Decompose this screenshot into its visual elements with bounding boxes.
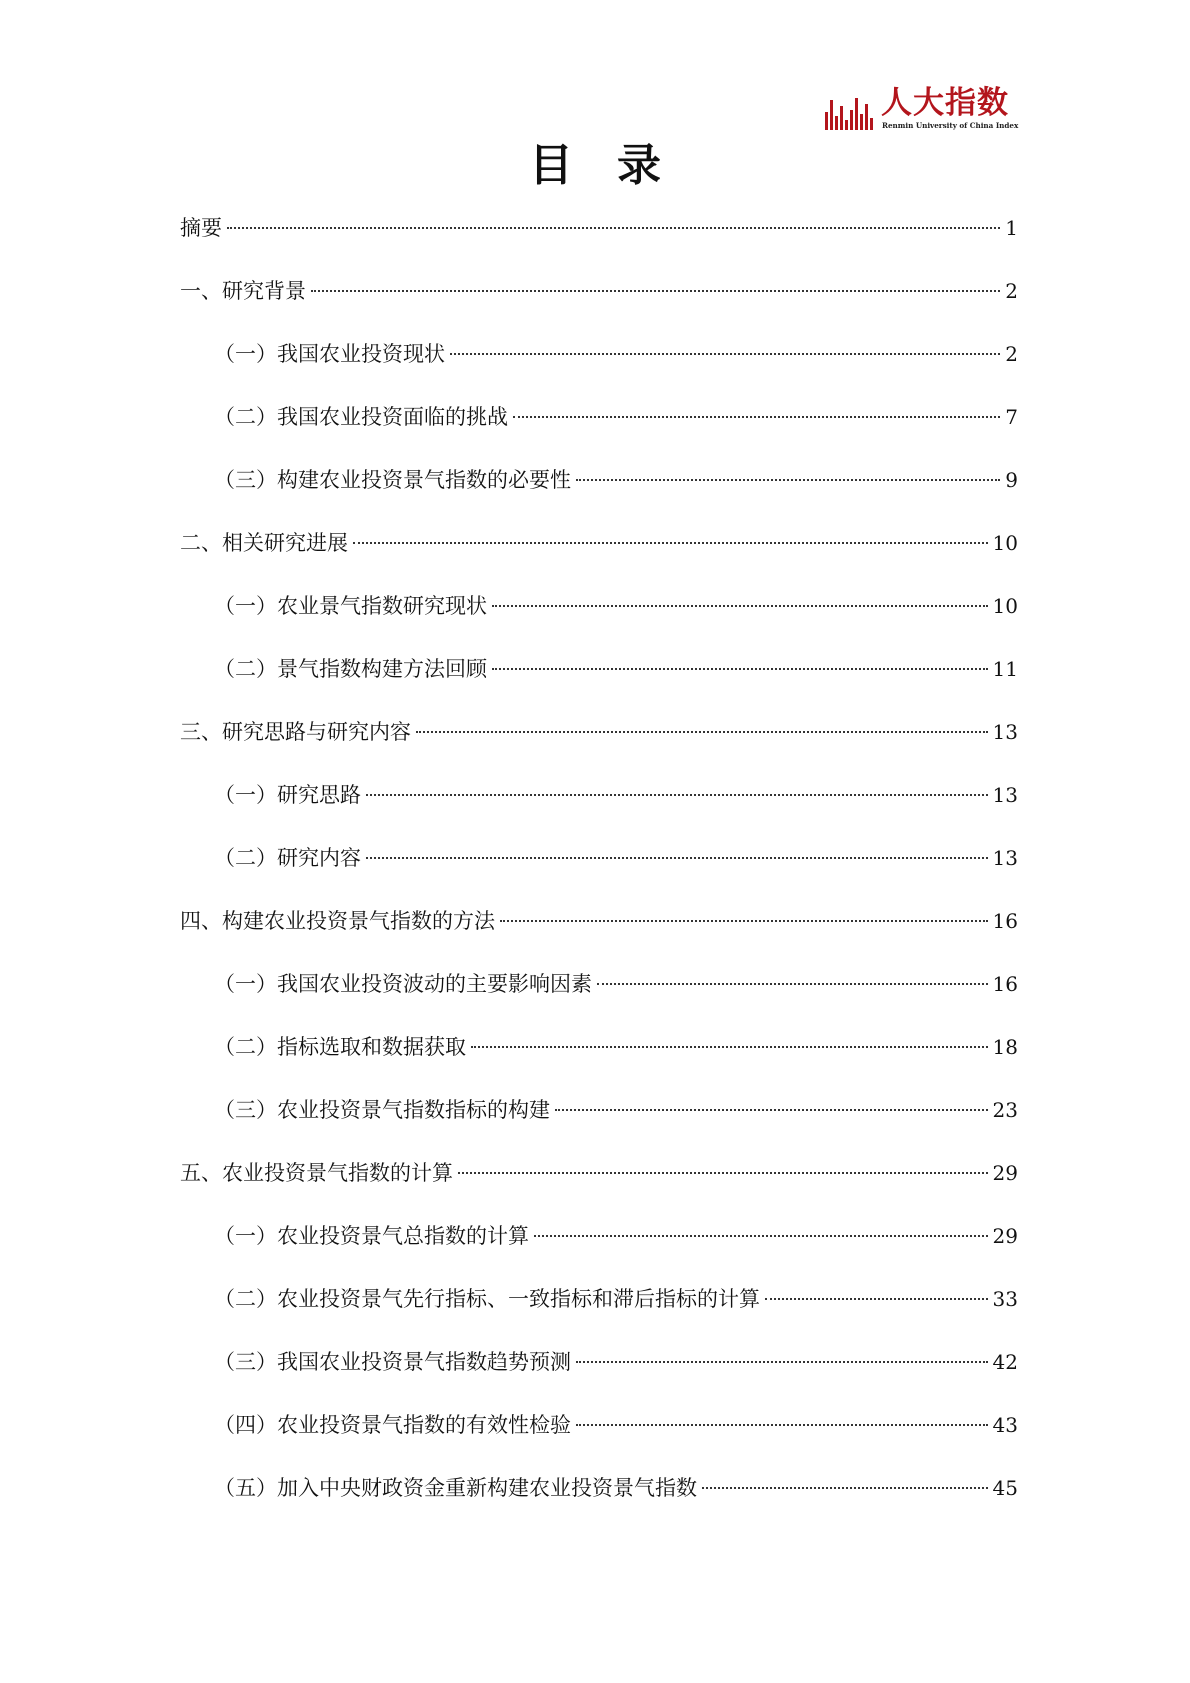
toc-dot-leader: [227, 227, 1000, 229]
toc-entry[interactable]: [180, 901, 1018, 964]
toc-entry-label: （二）研究内容: [214, 846, 361, 870]
toc-entry-label: （二）我国农业投资面临的挑战: [214, 405, 508, 429]
toc-entry-label: （三）农业投资景气指数指标的构建: [214, 1098, 550, 1122]
toc-entry[interactable]: [180, 271, 1018, 334]
toc-entry-page-number: 10: [992, 531, 1018, 555]
toc-entry[interactable]: [180, 1468, 1018, 1531]
toc-entry[interactable]: [180, 1153, 1018, 1216]
toc-dot-leader: [492, 605, 988, 607]
toc-entry-page-number: 33: [992, 1287, 1018, 1311]
toc-entry[interactable]: [180, 523, 1018, 586]
logo: [825, 86, 1020, 136]
toc-entry-page-number: 7: [1005, 405, 1018, 429]
toc-dot-leader: [492, 668, 988, 670]
toc-dot-leader: [366, 857, 988, 859]
toc-dot-leader: [597, 983, 988, 985]
toc-entry-label: （一）农业投资景气总指数的计算: [214, 1224, 529, 1248]
toc-entry-page-number: 2: [1005, 342, 1018, 366]
toc-entry[interactable]: [180, 712, 1018, 775]
toc-entry[interactable]: [180, 397, 1018, 460]
toc-entry[interactable]: [180, 838, 1018, 901]
toc-entry-label: （一）我国农业投资波动的主要影响因素: [214, 972, 592, 996]
toc-entry[interactable]: [180, 649, 1018, 712]
toc-entry[interactable]: [180, 586, 1018, 649]
toc-entry-page-number: 42: [992, 1350, 1018, 1374]
toc-entry-page-number: 11: [992, 657, 1018, 681]
toc-dot-leader: [576, 479, 1000, 481]
toc-dot-leader: [534, 1235, 988, 1237]
toc-entry-page-number: 13: [992, 720, 1018, 744]
toc-entry-label: 五、农业投资景气指数的计算: [180, 1161, 453, 1185]
toc-dot-leader: [765, 1298, 988, 1300]
toc-entry-page-number: 29: [992, 1224, 1018, 1248]
toc-entry-page-number: 1: [1005, 216, 1018, 240]
toc-entry-page-number: 43: [992, 1413, 1018, 1437]
toc-dot-leader: [513, 416, 1000, 418]
toc-entry-page-number: 16: [992, 909, 1018, 933]
toc-dot-leader: [555, 1109, 988, 1111]
toc-entry[interactable]: [180, 334, 1018, 397]
toc-entry-page-number: 2: [1005, 279, 1018, 303]
table-of-contents: [180, 208, 1018, 1531]
toc-entry-label: 四、构建农业投资景气指数的方法: [180, 909, 495, 933]
toc-entry-page-number: 13: [992, 783, 1018, 807]
toc-entry-label: （五）加入中央财政资金重新构建农业投资景气指数: [214, 1476, 697, 1500]
toc-entry[interactable]: [180, 1090, 1018, 1153]
toc-entry-page-number: 23: [992, 1098, 1018, 1122]
toc-entry[interactable]: [180, 964, 1018, 1027]
toc-entry-label: 摘要: [180, 216, 222, 240]
toc-entry-label: （一）研究思路: [214, 783, 361, 807]
toc-entry[interactable]: [180, 460, 1018, 523]
toc-entry-label: （一）我国农业投资现状: [214, 342, 445, 366]
toc-entry-label: 二、相关研究进展: [180, 531, 348, 555]
toc-dot-leader: [500, 920, 988, 922]
toc-entry[interactable]: [180, 1216, 1018, 1279]
toc-entry[interactable]: [180, 1405, 1018, 1468]
toc-entry[interactable]: [180, 208, 1018, 271]
logo-bars-icon: [825, 90, 877, 130]
toc-dot-leader: [576, 1361, 988, 1363]
toc-entry-page-number: 9: [1005, 468, 1018, 492]
toc-dot-leader: [450, 353, 1000, 355]
toc-entry-page-number: 29: [992, 1161, 1018, 1185]
toc-entry-page-number: 13: [992, 846, 1018, 870]
toc-entry[interactable]: [180, 775, 1018, 838]
toc-entry-label: （二）农业投资景气先行指标、一致指标和滞后指标的计算: [214, 1287, 760, 1311]
toc-entry-page-number: 45: [992, 1476, 1018, 1500]
toc-dot-leader: [702, 1487, 988, 1489]
toc-entry-page-number: 16: [992, 972, 1018, 996]
toc-entry-label: （一）农业景气指数研究现状: [214, 594, 487, 618]
logo-subtitle: Renmin University of China Index: [882, 121, 1019, 130]
toc-entry[interactable]: [180, 1342, 1018, 1405]
page-title: 目 录: [529, 140, 661, 191]
toc-entry-label: （三）构建农业投资景气指数的必要性: [214, 468, 571, 492]
toc-dot-leader: [471, 1046, 988, 1048]
toc-entry-label: （三）我国农业投资景气指数趋势预测: [214, 1350, 571, 1374]
toc-entry-label: （二）景气指数构建方法回顾: [214, 657, 487, 681]
toc-entry[interactable]: [180, 1027, 1018, 1090]
logo-text: 人大指数: [881, 85, 1009, 121]
toc-dot-leader: [353, 542, 988, 544]
toc-dot-leader: [458, 1172, 988, 1174]
toc-dot-leader: [311, 290, 1000, 292]
toc-entry-label: （二）指标选取和数据获取: [214, 1035, 466, 1059]
toc-dot-leader: [416, 731, 988, 733]
toc-entry[interactable]: [180, 1279, 1018, 1342]
toc-dot-leader: [366, 794, 988, 796]
toc-dot-leader: [576, 1424, 988, 1426]
toc-entry-page-number: 18: [992, 1035, 1018, 1059]
toc-entry-label: （四）农业投资景气指数的有效性检验: [214, 1413, 571, 1437]
toc-entry-label: 一、研究背景: [180, 279, 306, 303]
toc-entry-page-number: 10: [992, 594, 1018, 618]
toc-entry-label: 三、研究思路与研究内容: [180, 720, 411, 744]
